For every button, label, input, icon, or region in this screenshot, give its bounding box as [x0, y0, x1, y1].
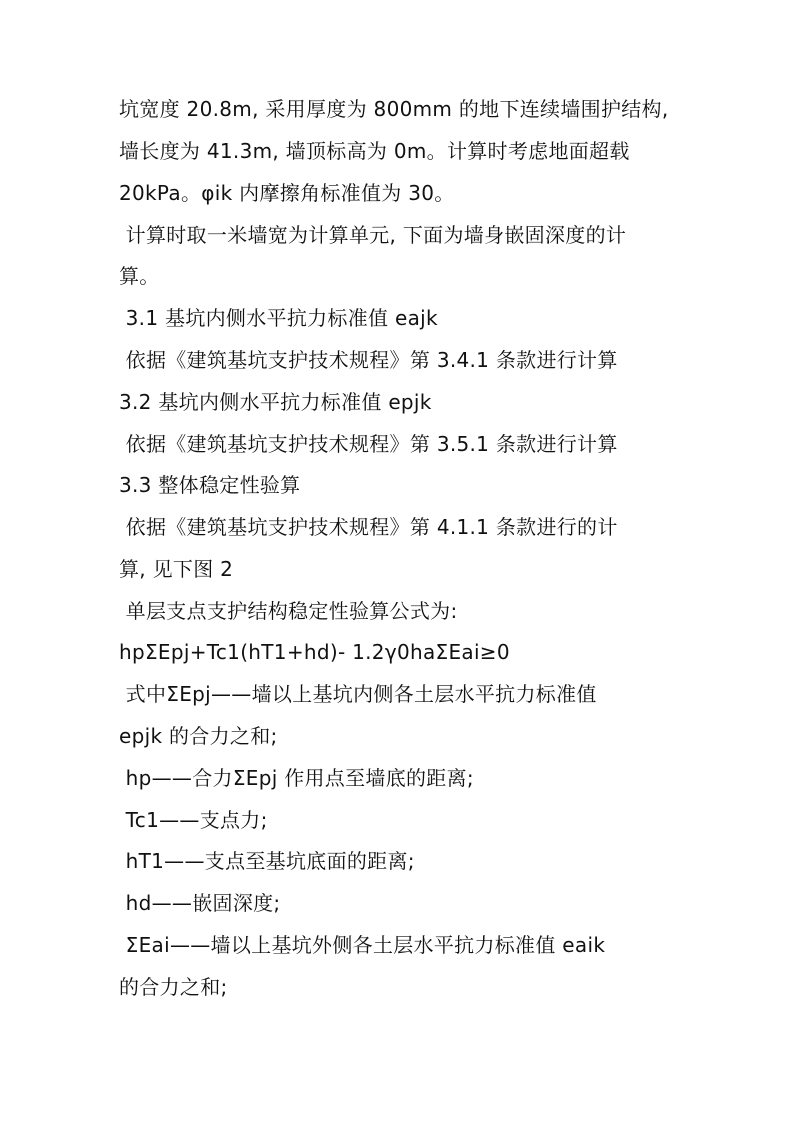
- formula-line: hpΣEpj+Tc1(hT1+hd)- 1.2γ0haΣEai≥0: [119, 640, 510, 664]
- text-line: 坑宽度 20.8m, 采用厚度为 800mm 的地下连续墙围护结构,: [119, 97, 669, 121]
- text-line: 算。: [119, 264, 160, 288]
- text-line: Tc1——支点力;: [119, 808, 268, 832]
- text-line: hp——合力ΣEpj 作用点至墙底的距离;: [119, 766, 474, 790]
- text-line: 依据《建筑基坑支护技术规程》第 3.5.1 条款进行计算: [119, 432, 618, 456]
- text-line: 式中ΣEpj——墙以上基坑内侧各土层水平抗力标准值: [119, 682, 597, 706]
- text-line: 依据《建筑基坑支护技术规程》第 4.1.1 条款进行的计: [119, 515, 618, 539]
- section-heading: 3.1 基坑内侧水平抗力标准值 eajk: [119, 306, 438, 330]
- text-line: hT1——支点至基坑底面的距离;: [119, 849, 415, 873]
- text-line: 单层支点支护结构稳定性验算公式为:: [119, 599, 458, 623]
- text-line: epjk 的合力之和;: [119, 724, 278, 748]
- text-line: 依据《建筑基坑支护技术规程》第 3.4.1 条款进行计算: [119, 348, 618, 372]
- text-line: 墙长度为 41.3m, 墙顶标高为 0m。计算时考虑地面超载: [119, 139, 630, 163]
- text-line: 算, 见下图 2: [119, 557, 234, 581]
- text-line: ΣEai——墙以上基坑外侧各土层水平抗力标准值 eaik: [119, 933, 606, 957]
- section-heading: 3.2 基坑内侧水平抗力标准值 epjk: [119, 390, 432, 414]
- text-line: hd——嵌固深度;: [119, 891, 281, 915]
- section-heading: 3.3 整体稳定性验算: [119, 473, 301, 497]
- text-line: 计算时取一米墙宽为计算单元, 下面为墙身嵌固深度的计: [119, 223, 627, 247]
- text-line: 的合力之和;: [119, 975, 228, 999]
- text-line: 20kPa。φik 内摩擦角标准值为 30。: [119, 181, 455, 205]
